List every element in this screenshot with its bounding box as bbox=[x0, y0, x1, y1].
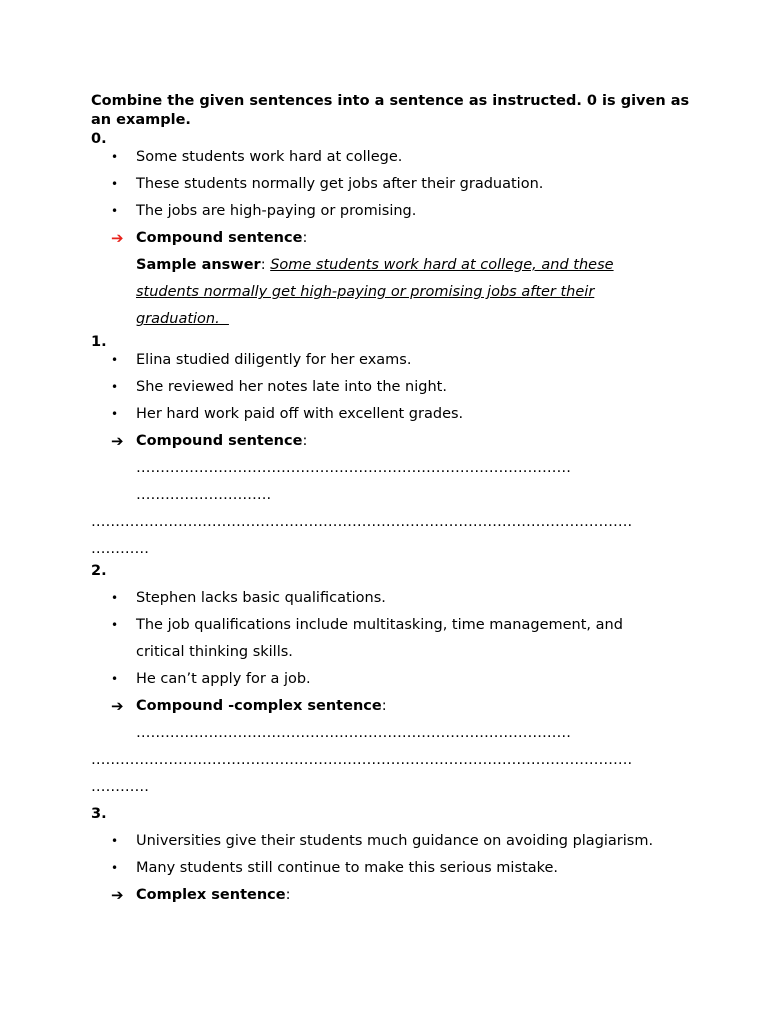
section-2 bbox=[91, 558, 691, 801]
bullet-text: She reviewed her notes late into the night. bbox=[136, 379, 447, 395]
bullet-text: The job qualifications include multitasking, time management, and bbox=[136, 617, 623, 633]
bullet-text: Her hard work paid off with excellent grades. bbox=[136, 406, 464, 422]
list-item bbox=[91, 828, 691, 855]
bullet-icon: • bbox=[111, 353, 119, 367]
list-item bbox=[91, 144, 691, 171]
arrow-right-icon: ➔ bbox=[111, 697, 124, 715]
bullet-icon: • bbox=[111, 380, 119, 394]
arrow-right-icon: ➔ bbox=[111, 432, 124, 450]
sentence-type-label: Compound -complex sentence bbox=[136, 698, 382, 714]
answer-blank[interactable]: …………………………………………………………………………………………………. bbox=[91, 514, 633, 530]
section-number: 3. bbox=[91, 806, 107, 822]
answer-blank[interactable]: ……………………………………………………………………………… bbox=[136, 460, 571, 476]
arrow-right-icon: ➔ bbox=[111, 229, 124, 247]
section-number: 1. bbox=[91, 334, 107, 350]
list-item bbox=[91, 855, 691, 882]
label-colon: : bbox=[302, 433, 308, 449]
list-item bbox=[91, 612, 691, 639]
answer-blank[interactable]: ………… bbox=[91, 541, 149, 557]
bullet-text: Stephen lacks basic qualifications. bbox=[136, 590, 386, 606]
bullet-text: The jobs are high-paying or promising. bbox=[136, 203, 417, 219]
bullet-text: critical thinking skills. bbox=[136, 644, 293, 660]
list-item bbox=[91, 347, 691, 374]
sample-answer-line bbox=[91, 252, 691, 279]
sample-answer-text: students normally get high-paying or promising jobs after their bbox=[136, 284, 595, 300]
section-number: 0. bbox=[91, 131, 107, 147]
bullet-text: Universities give their students much guidance on avoiding plagiarism. bbox=[136, 833, 654, 849]
bullet-icon: • bbox=[111, 834, 119, 848]
sentence-type-label: Complex sentence bbox=[136, 887, 286, 903]
list-item bbox=[91, 666, 691, 693]
bullet-icon: • bbox=[111, 204, 119, 218]
answer-blank[interactable]: ……………………………………………………………………………… bbox=[136, 725, 571, 741]
bullet-icon: • bbox=[111, 407, 119, 421]
section-0 bbox=[91, 130, 691, 333]
label-colon: : bbox=[302, 230, 308, 246]
bullet-icon: • bbox=[111, 177, 119, 191]
bullet-text: These students normally get jobs after their graduation. bbox=[136, 176, 544, 192]
sample-answer-text: graduation. bbox=[136, 311, 229, 327]
sample-answer-line bbox=[91, 306, 691, 333]
bullet-text: He can’t apply for a job. bbox=[136, 671, 311, 687]
arrow-right-icon: ➔ bbox=[111, 886, 124, 904]
answer-blank[interactable]: ………………………. bbox=[136, 487, 272, 503]
worksheet bbox=[91, 92, 691, 909]
answer-prompt bbox=[91, 428, 691, 455]
label-colon: : bbox=[260, 257, 266, 273]
section-3 bbox=[91, 801, 691, 909]
answer-blank[interactable]: ………… bbox=[91, 779, 149, 795]
instructions: Combine the given sentences into a sentence as instructed. 0 is given as an example. bbox=[91, 93, 690, 128]
sample-answer-line bbox=[91, 279, 691, 306]
answer-blank[interactable]: …………………………………………………………………………………………………. bbox=[91, 752, 633, 768]
list-item bbox=[91, 585, 691, 612]
bullet-icon: • bbox=[111, 672, 119, 686]
section-1 bbox=[91, 333, 691, 563]
bullet-text: Elina studied diligently for her exams. bbox=[136, 352, 412, 368]
bullet-icon: • bbox=[111, 618, 119, 632]
list-item bbox=[91, 374, 691, 401]
label-colon: : bbox=[381, 698, 387, 714]
answer-prompt bbox=[91, 882, 691, 909]
sentence-type-label: Compound sentence bbox=[136, 433, 303, 449]
sentence-type-label: Compound sentence bbox=[136, 230, 303, 246]
list-item bbox=[91, 198, 691, 225]
list-item bbox=[91, 401, 691, 428]
label-colon: : bbox=[285, 887, 291, 903]
sample-answer-text: Some students work hard at college, and these bbox=[270, 257, 614, 273]
answer-prompt bbox=[91, 225, 691, 252]
sample-answer-label: Sample answer bbox=[136, 257, 261, 273]
section-number: 2. bbox=[91, 563, 107, 579]
list-item-continuation bbox=[91, 639, 691, 666]
bullet-text: Many students still continue to make this serious mistake. bbox=[136, 860, 558, 876]
answer-prompt bbox=[91, 693, 691, 720]
bullet-icon: • bbox=[111, 861, 119, 875]
bullet-icon: • bbox=[111, 591, 119, 605]
bullet-text: Some students work hard at college. bbox=[136, 149, 403, 165]
bullet-icon: • bbox=[111, 150, 119, 164]
list-item bbox=[91, 171, 691, 198]
